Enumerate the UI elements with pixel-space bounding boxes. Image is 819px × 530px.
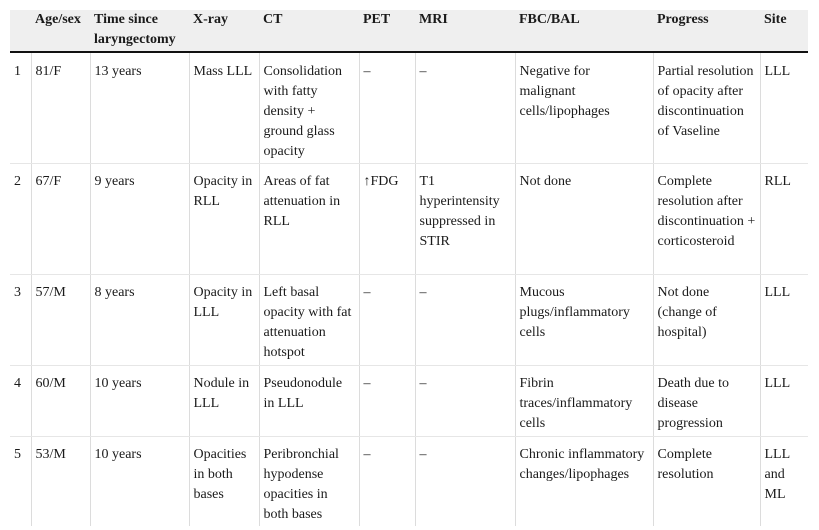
cell-mri: – (415, 274, 515, 365)
cell-progress: Complete resolution after discontinuation + corticosteroid (653, 163, 760, 274)
cell-pet: – (359, 274, 415, 365)
cell-xray: Opacities in both bases (189, 436, 259, 526)
cell-xray: Opacity in LLL (189, 274, 259, 365)
header-progress: Progress (653, 10, 760, 52)
cell-fbc-bal: Not done (515, 163, 653, 274)
cell-site: LLL and ML (760, 436, 808, 526)
header-time-since-laryngectomy: Time since laryngectomy (90, 10, 189, 52)
cell-ct: Left basal opacity with fat attenuation hotspot (259, 274, 359, 365)
header-mri: MRI (415, 10, 515, 52)
cell-pet: ↑FDG (359, 163, 415, 274)
table-row (10, 52, 808, 163)
cell-site: LLL (760, 274, 808, 365)
cell-pet: – (359, 436, 415, 526)
header-site: Site (760, 10, 808, 52)
cell-site: LLL (760, 52, 808, 163)
cell-progress: Complete resolution (653, 436, 760, 526)
cell-pet: – (359, 365, 415, 436)
cell-site: RLL (760, 163, 808, 274)
cell-time: 9 years (90, 163, 189, 274)
cell-xray: Mass LLL (189, 52, 259, 163)
cell-index: 2 (10, 163, 31, 274)
cell-xray: Opacity in RLL (189, 163, 259, 274)
cell-index: 1 (10, 52, 31, 163)
table-row (10, 436, 808, 526)
cell-xray: Nodule in LLL (189, 365, 259, 436)
cell-index: 3 (10, 274, 31, 365)
cell-age-sex: 60/M (31, 365, 90, 436)
cell-fbc-bal: Mucous plugs/inflammatory cells (515, 274, 653, 365)
cell-progress: Not done (change of hospital) (653, 274, 760, 365)
header-pet: PET (359, 10, 415, 52)
header-xray: X-ray (189, 10, 259, 52)
cell-pet: – (359, 52, 415, 163)
cell-age-sex: 67/F (31, 163, 90, 274)
case-table (10, 10, 808, 526)
cell-fbc-bal: Negative for malignant cells/lipophages (515, 52, 653, 163)
header-row (10, 10, 808, 52)
cell-time: 10 years (90, 436, 189, 526)
header-age-sex: Age/sex (31, 10, 90, 52)
cell-progress: Partial resolution of opacity after discontinuation of Vaseline (653, 52, 760, 163)
cell-ct: Pseudonodule in LLL (259, 365, 359, 436)
cell-index: 5 (14, 446, 21, 462)
cell-fbc-bal: Fibrin traces/inflammatory cells (515, 365, 653, 436)
cell-ct: Areas of fat attenuation in RLL (259, 163, 359, 274)
cell-ct: Peribronchial hypodense opacities in both bases (259, 436, 359, 526)
cell-mri: – (415, 52, 515, 163)
cell-site: LLL (760, 365, 808, 436)
cell-mri: – (415, 365, 515, 436)
header-fbc-bal: FBC/BAL (515, 10, 653, 52)
table-row (10, 163, 808, 274)
cell-time: 10 years (90, 365, 189, 436)
cell-age-sex: 53/M (31, 436, 90, 526)
cell-fbc-bal: Chronic inflammatory changes/lipophages (515, 436, 653, 526)
table-row (10, 274, 808, 365)
cell-time: 13 years (90, 52, 189, 163)
cell-mri: – (415, 436, 515, 526)
cell-mri: T1 hyperintensity suppressed in STIR (415, 163, 515, 274)
cell-time: 8 years (90, 274, 189, 365)
cell-ct: Consolidation with fatty density + ground glass opacity (259, 52, 359, 163)
table-row (10, 365, 808, 436)
cell-progress: Death due to disease progression (653, 365, 760, 436)
cell-age-sex: 57/M (31, 274, 90, 365)
header-ct: CT (259, 10, 359, 52)
cell-age-sex: 81/F (31, 52, 90, 163)
header-index (10, 10, 31, 52)
cell-index: 4 (10, 365, 31, 436)
